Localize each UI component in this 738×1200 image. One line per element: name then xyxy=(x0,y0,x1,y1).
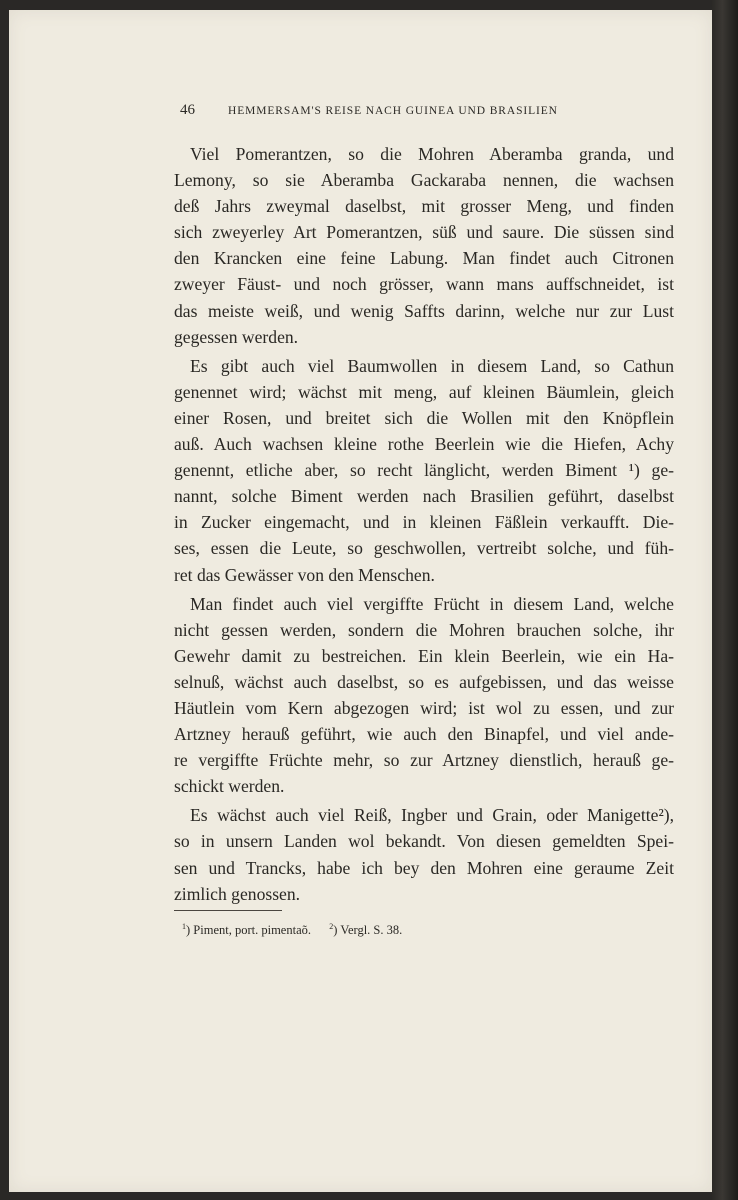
body-text xyxy=(174,141,674,910)
text-line: re vergiffte Früchte mehr, so zur Artzney dienstlich, herauß ge- xyxy=(174,750,674,771)
paragraph xyxy=(174,353,674,588)
text-line: Man findet auch viel vergiffte Frücht in diesem Land, welche xyxy=(190,593,674,614)
paragraph xyxy=(174,802,674,906)
book-edge xyxy=(712,0,738,1200)
text-line: nicht gessen werden, sondern die Mohren brauchen solche, ihr xyxy=(174,619,674,640)
footnote: $^2$) Vergl. S. 38. xyxy=(329,922,403,937)
running-head: HEMMERSAM'S REISE NACH GUINEA UND BRASILIEN xyxy=(228,105,558,117)
footnote: $^1$) Piment, port. pimentaõ. xyxy=(182,922,311,937)
footnotes xyxy=(182,922,402,938)
text-line: Gewehr damit zu bestreichen. Ein klein Beerlein, wie ein Ha- xyxy=(174,645,674,666)
text-line: zweyer Fäust- und noch grösser, wann mans auffschneidet, ist xyxy=(174,274,674,295)
text-line: gegessen werden. xyxy=(174,326,299,347)
paragraph xyxy=(174,141,674,350)
text-line: in Zucker eingemacht, und in kleinen Fäßlein verkaufft. Die- xyxy=(174,512,674,533)
text-line: so in unsern Landen wol bekandt. Von diesen gemeldten Spei- xyxy=(174,831,674,852)
text-line: auß. Auch wachsen kleine rothe Beerlein wie die Hiefen, Achy xyxy=(174,434,674,455)
text-line: Lemony, so sie Aberamba Gackaraba nennen, die wachsen xyxy=(174,170,674,191)
text-line: ret das Gewässer von den Menschen. xyxy=(174,564,435,585)
text-line: selnuß, wächst auch daselbst, so es aufgebissen, und das weisse xyxy=(174,671,674,692)
text-line: Es wächst auch viel Reiß, Ingber und Grain, oder Manigette²), xyxy=(190,805,674,826)
text-line: genennt, etliche aber, so recht länglicht, werden Biment ¹) ge- xyxy=(174,460,674,481)
text-line: nannt, solche Biment werden nach Brasilien geführt, daselbst xyxy=(174,486,674,507)
page-header xyxy=(180,102,640,124)
page-number: 46 xyxy=(180,102,195,118)
footnote-rule xyxy=(174,910,282,911)
footnote-mark: 1 xyxy=(182,922,186,931)
paragraph xyxy=(174,591,674,800)
text-line: zimlich genossen. xyxy=(174,883,301,904)
text-line: den Krancken eine feine Labung. Man findet auch Citronen xyxy=(174,248,674,269)
text-line: schickt werden. xyxy=(174,776,285,797)
footnote-mark: 2 xyxy=(329,922,334,931)
text-line: Artzney herauß geführt, wie auch den Binapfel, und viel ande- xyxy=(174,724,674,745)
text-line: das meiste weiß, und wenig Saffts darinn, welche nur zur Lust xyxy=(174,300,674,321)
text-line: sen und Trancks, habe ich bey den Mohren eine geraume Zeit xyxy=(174,857,674,878)
text-line: genennet wird; wächst mit meng, auf kleinen Bäumlein, gleich xyxy=(174,381,674,402)
text-line: Häutlein vom Kern abgezogen wird; ist wol zu essen, und zur xyxy=(174,697,674,718)
text-line: einer Rosen, und breitet sich die Wollen mit den Knöpflein xyxy=(174,407,674,428)
footnote-text: Piment, port. pimentaõ. xyxy=(193,923,311,937)
footnote-text: Vergl. S. 38. xyxy=(340,923,403,937)
text-line: Es gibt auch viel Baumwollen in diesem Land, so Cathun xyxy=(190,355,674,376)
text-line: ses, essen die Leute, so geschwollen, vertreibt solche, und füh- xyxy=(174,538,674,559)
text-line: deß Jahrs zweymal daselbst, mit grosser Meng, und finden xyxy=(174,196,674,217)
text-line: sich zweyerley Art Pomerantzen, süß und saure. Die süssen sind xyxy=(174,222,674,243)
text-line: Viel Pomerantzen, so die Mohren Aberamba granda, und xyxy=(190,144,674,164)
